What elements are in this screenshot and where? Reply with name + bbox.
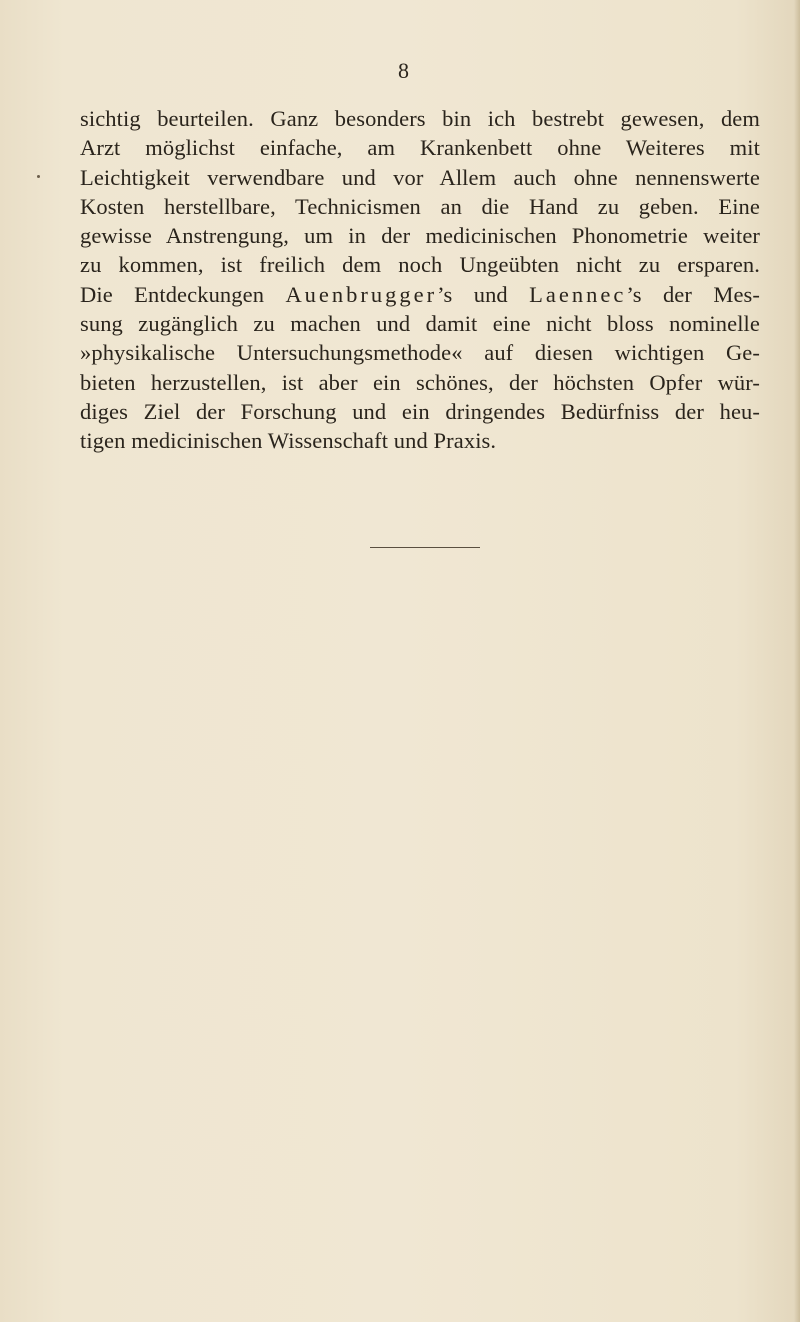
section-end-rule <box>370 547 480 548</box>
text-line-10: bieten herzustellen, ist aber ein schönes, der höchsten Opfer wür- <box>80 369 760 395</box>
text-line-3: Leichtigkeit verwendbare und vor Allem auch ohne nennenswerte <box>80 164 760 190</box>
text-line-7-post: ’s der Mes- <box>626 281 760 307</box>
page-edge-shadow <box>794 0 800 1322</box>
text-line-8: sung zugänglich zu machen und damit eine nicht bloss nominelle <box>80 311 760 337</box>
text-line-12: tigen medicinischen Wissenschaft und Praxis. <box>80 428 497 454</box>
name-auenbrugger: Auenbrugger <box>285 281 438 307</box>
text-line-7-mid: ’s und <box>437 281 530 307</box>
text-line-2: Arzt möglichst einfache, am Krankenbett ohne Weiteres mit <box>80 135 760 161</box>
text-line-7-pre: Die Entdeckungen <box>80 281 286 307</box>
name-laennec: Laennec <box>529 281 627 307</box>
text-line-5: gewisse Anstrengung, um in der medicinischen Phonometrie weiter <box>80 223 760 249</box>
body-paragraph <box>80 104 760 456</box>
text-line-1: sichtig beurteilen. Ganz besonders bin ich bestrebt gewesen, dem <box>80 106 760 131</box>
text-line-6: zu kommen, ist freilich dem noch Ungeübten nicht zu ersparen. <box>80 252 760 278</box>
page-number: 8 <box>398 58 409 83</box>
margin-speck <box>37 175 40 178</box>
text-line-4: Kosten herstellbare, Technicismen an die Hand zu geben. Eine <box>80 193 760 219</box>
text-line-7 <box>80 280 760 309</box>
text-line-11: diges Ziel der Forschung und ein dringendes Bedürfniss der heu- <box>80 398 760 424</box>
text-line-9: »physikalische Untersuchungsmethode« auf diesen wichtigen Ge- <box>80 340 760 366</box>
